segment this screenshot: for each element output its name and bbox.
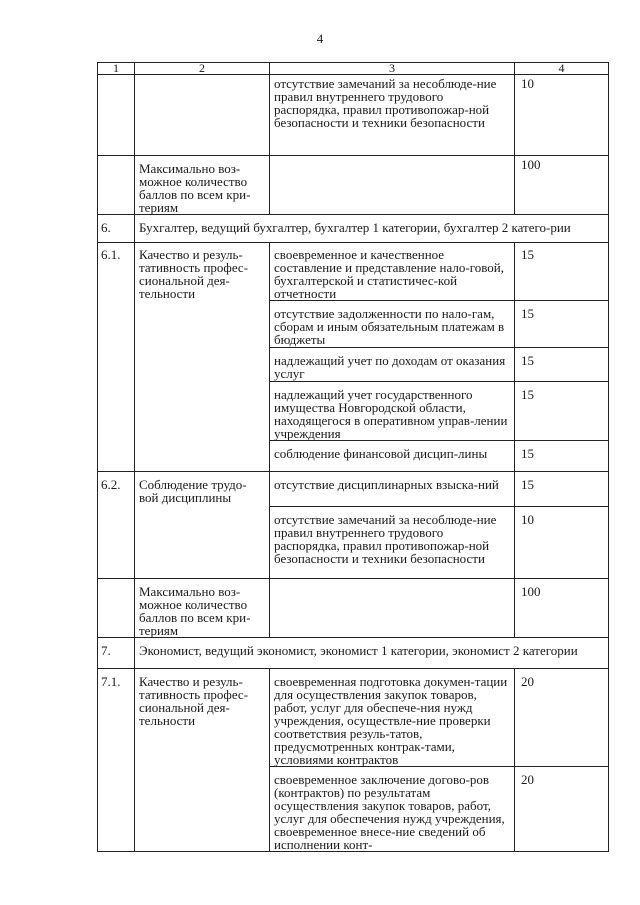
label-cell [135,75,270,156]
group-number: 6.1. [98,243,135,472]
header-col-3: 3 [270,63,515,75]
table-row [98,472,609,507]
max-label: Максимально воз-можное количество баллов по всем кри-териям [135,579,270,638]
criterion-text: надлежащий учет по доходам от оказания услуг [270,348,515,382]
group-number: 7.1. [98,669,135,852]
table-row [98,243,609,301]
section-row [98,215,609,243]
points-value: 100 [515,156,609,215]
group-label: Качество и резуль-тативность профес-сиональной дея-тельности [135,669,270,852]
criterion-text: отсутствие задолженности по нало-гам, сборам и иным обязательным платежам в бюджеты [270,301,515,348]
points-value: 15 [515,472,609,507]
group-label: Качество и резуль-тативность профес-сиональной дея-тельности [135,243,270,472]
section-number: 7. [98,638,135,669]
section-number: 6. [98,215,135,243]
criterion-text [270,579,515,638]
points-value: 15 [515,348,609,382]
header-col-2: 2 [135,63,270,75]
points-value: 10 [515,507,609,579]
section-title: Бухгалтер, ведущий бухгалтер, бухгалтер 1 категории, бухгалтер 2 катего-рии [135,215,609,243]
max-label: Максимально воз-можное количество баллов по всем кри-териям [135,156,270,215]
criterion-text: отсутствие дисциплинарных взыска-ний [270,472,515,507]
points-value: 20 [515,669,609,767]
num-cell [98,75,135,156]
group-number: 6.2. [98,472,135,579]
criterion-text: своевременное заключение догово-ров (контрактов) по результатам осуществления закупок товаров, работ, услуг для обеспечения нужд учреждения, своевременное внесе-ние сведений об исполнении конт- [270,767,515,852]
max-row [98,579,609,638]
criterion-text: своевременное и качественное составление и представление нало-говой, бухгалтерской и статистичес-кой отчетности [270,243,515,301]
points-value: 15 [515,301,609,348]
max-row [98,156,609,215]
criterion-text: надлежащий учет государственного имущества Новгородской области, находящегося в оперативном управ-лении учреждения [270,382,515,441]
points-value: 100 [515,579,609,638]
header-col-1: 1 [98,63,135,75]
criterion-text: своевременная подготовка докумен-тации для осуществления закупок товаров, работ, услуг для обеспече-ния нужд учреждения, осуществле-ние проверки соответствия резуль-татов, предусмотренных контрак-тами, условиями контрактов [270,669,515,767]
points-value: 15 [515,441,609,472]
criterion-text [270,156,515,215]
num-cell [98,156,135,215]
points-value: 10 [515,75,609,156]
section-row [98,638,609,669]
criterion-text: соблюдение финансовой дисцип-лины [270,441,515,472]
group-label: Соблюдение трудо-вой дисциплины [135,472,270,579]
criterion-text: отсутствие замечаний за несоблюде-ние правил внутреннего трудового распорядка, правил противопожар-ной безопасности и техники безопасности [270,507,515,579]
table-row [98,669,609,767]
header-row [98,63,609,75]
points-value: 20 [515,767,609,852]
points-value: 15 [515,243,609,301]
table-row [98,75,609,156]
criterion-text: отсутствие замечаний за несоблюде-ние правил внутреннего трудового распорядка, правил противопожар-ной безопасности и техники безопасности [270,75,515,156]
criteria-table [97,62,609,852]
page-number: 4 [316,31,324,46]
num-cell [98,579,135,638]
points-value: 15 [515,382,609,441]
header-col-4: 4 [515,63,609,75]
section-title: Экономист, ведущий экономист, экономист 1 категории, экономист 2 категории [135,638,609,669]
